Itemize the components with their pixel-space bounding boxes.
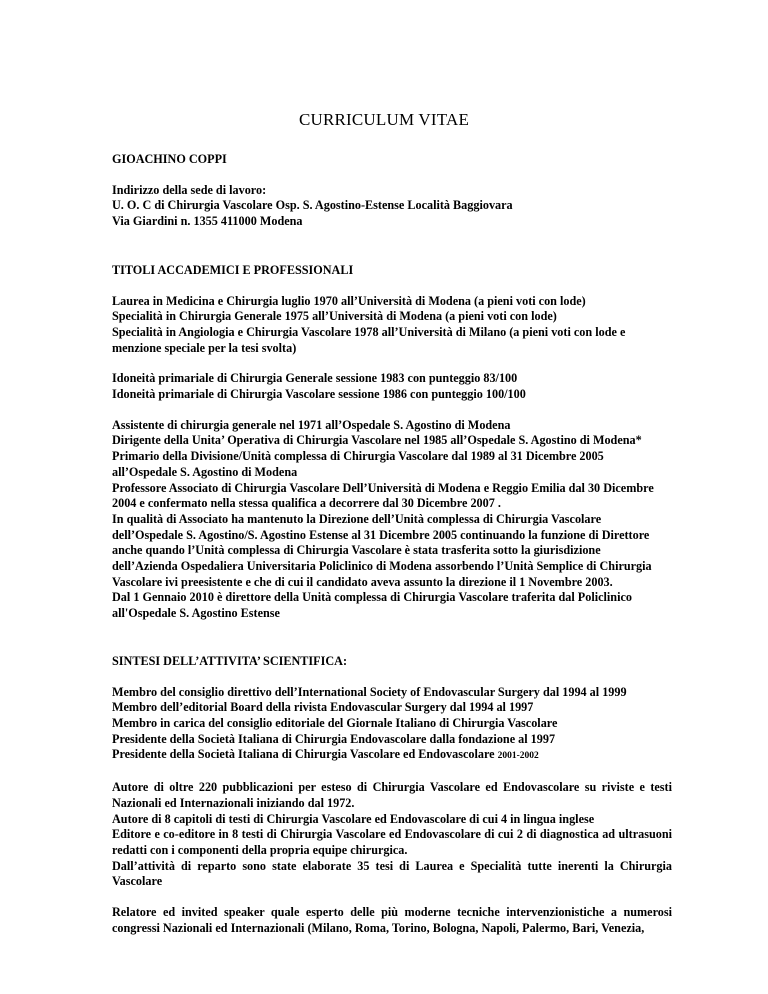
list-item: Autore di oltre 220 pubblicazioni per esteso di Chirurgia Vascolare ed Endovascolare su riviste e testi Nazionali ed Internazionali iniziando dal 1972. (112, 780, 672, 810)
membership-years: 2001-2002 (497, 751, 539, 762)
person-name: GIOACHINO COPPI (112, 152, 227, 166)
list-item: Dirigente della Unita’ Operativa di Chirurgia Vascolare nel 1985 all’Ospedale S. Agostino di Modena* (112, 433, 642, 448)
memberships-list (112, 685, 672, 766)
list-item: Idoneità primariale di Chirurgia Vascolare sessione 1986 con punteggio 100/100 (112, 387, 526, 402)
document-title: CURRICULUM VITAE (298, 110, 470, 129)
list-item: Membro del consiglio direttivo dell’International Society of Endovascular Surgery dal 1994 al 1999 (112, 684, 627, 699)
membership-text: Presidente della Società Italiana di Chirurgia Vascolare ed Endovascolare (112, 747, 495, 762)
list-item: Autore di 8 capitoli di testi di Chirurgia Vascolare ed Endovascolare di cui 4 in lingua inglese (112, 811, 595, 826)
list-item: Assistente di chirurgia generale nel 1971 all’Ospedale S. Agostino di Modena (112, 417, 511, 432)
list-item: Professore Associato di Chirurgia Vascolare Dell’Università di Modena e Reggio Emilia dal 30 Dicembre (112, 480, 654, 495)
list-item: anche quando l’Unità complessa di Chirurgia Vascolare è stata trasferita sotto la giurisdizione (112, 543, 601, 558)
publications-list (112, 780, 672, 890)
list-item: Idoneità primariale di Chirurgia Generale sessione 1983 con punteggio 83/100 (112, 371, 518, 386)
list-item: dell’Azienda Ospedaliera Universitaria Policlinico di Modena assorbendo l’Unità Semplice di Chirurgia (112, 559, 652, 574)
career-list (112, 418, 672, 622)
document-body (112, 152, 672, 936)
list-item: Dall’attività di reparto sono state elaborate 35 tesi di Laurea e Specialità tutte inerenti la Chirurgia Vascolare (112, 858, 672, 889)
section-heading-scientific: SINTESI DELL’ATTIVITA’ SCIENTIFICA: (112, 653, 348, 668)
list-item: 2004 e confermato nella stessa qualifica a decorrere dal 30 Dicembre 2007 . (112, 496, 501, 511)
list-item: Presidente della Società Italiana di Chirurgia Endovascolare dalla fondazione al 1997 (112, 731, 556, 746)
address-label: Indirizzo della sede di lavoro: (112, 182, 267, 197)
idoneita-list (112, 371, 672, 402)
list-item: Specialità in Angiologia e Chirurgia Vascolare 1978 all’Università di Milano (a pieni voti con lode e (112, 324, 626, 339)
address-line: Via Giardini n. 1355 411000 Modena (112, 214, 303, 229)
list-item: Editore e co-editore in 8 testi di Chirurgia Vascolare ed Endovascolare di cui 2 di diagnostica ad ultrasuoni redatti con i componenti della propria equipe chirurgica. (112, 827, 672, 857)
list-item: menzione speciale per la tesi svolta) (112, 340, 297, 355)
address-line: U. O. C di Chirurgia Vascolare Osp. S. Agostino-Estense Località Baggiovara (112, 198, 513, 213)
list-item: Dal 1 Gennaio 2010 è direttore della Unità complessa di Chirurgia Vascolare traferita dal Policlinico (112, 590, 632, 605)
list-item: Primario della Divisione/Unità complessa di Chirurgia Vascolare dal 1989 al 31 Dicembre 2005 (112, 449, 604, 464)
list-item: In qualità di Associato ha mantenuto la Direzione dell’Unità complessa di Chirurgia Vascolare (112, 511, 602, 526)
list-item: Membro in carica del consiglio editoriale del Giornale Italiano di Chirurgia Vascolare (112, 715, 558, 730)
list-item: Specialità in Chirurgia Generale 1975 all’Università di Modena (a pieni voti con lode) (112, 309, 557, 324)
list-item: all'Ospedale S. Agostino Estense (112, 606, 280, 621)
list-item: Vascolare ivi preesistente e che di cui il candidato aveva assunto la direzione il 1 Novembre 2003. (112, 574, 613, 589)
speaker-paragraph: Relatore ed invited speaker quale esperto delle più moderne tecniche intervenzionistiche a numerosi congressi Nazionali ed Internazionali (Milano, Roma, Torino, Bologna, Napoli, Palermo, Bari, Venezia, (112, 905, 672, 935)
list-item: Membro dell’editorial Board della rivista Endovascular Surgery dal 1994 al 1997 (112, 700, 534, 715)
section-heading-titles: TITOLI ACCADEMICI E PROFESSIONALI (112, 262, 354, 277)
list-item: dell’Ospedale S. Agostino/S. Agostino Estense al 31 Dicembre 2005 continuando la funzione di Direttore (112, 527, 650, 542)
degrees-list (112, 294, 672, 357)
list-item: Laurea in Medicina e Chirurgia luglio 1970 all’Università di Modena (a pieni voti con lode) (112, 293, 586, 308)
address-block (112, 183, 672, 230)
list-item: all’Ospedale S. Agostino di Modena (112, 464, 298, 479)
list-item (112, 747, 672, 765)
